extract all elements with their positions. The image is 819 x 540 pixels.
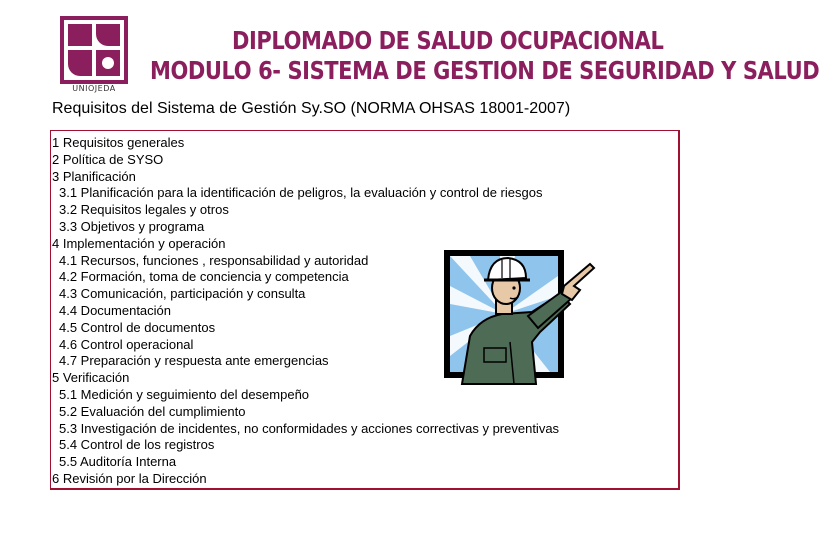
list-item: 5 Verificación	[52, 370, 130, 386]
list-item: 3.1 Planificación para la identificación de peligros, la evaluación y control de riesgos	[59, 185, 543, 201]
list-item: 4.2 Formación, toma de conciencia y competencia	[59, 269, 349, 285]
pointing-worker-icon	[440, 246, 596, 384]
list-item: 5.2 Evaluación del cumplimiento	[59, 403, 246, 419]
list-item: 5.3 Investigación de incidentes, no conformidades y acciones correctivas y preventivas	[59, 420, 560, 436]
list-item: 3.3 Objetivos y programa	[59, 218, 205, 234]
list-item: 4.6 Control operacional	[59, 336, 194, 352]
list-item: 6 Revisión por la Dirección	[52, 470, 207, 486]
list-item: 4.1 Recursos, funciones , responsabilidad y autoridad	[59, 252, 369, 268]
list-item: 4.5 Control de documentos	[59, 319, 216, 335]
list-item: 5.5 Auditoría Interna	[59, 454, 177, 470]
section-subtitle: Requisitos del Sistema de Gestión Sy.SO (NORMA OHSAS 18001-2007)	[52, 100, 571, 117]
list-item: 4 Implementación y operación	[52, 235, 226, 251]
logo-text: UNIOJEDA	[72, 84, 116, 93]
list-item: 3 Planificación	[52, 168, 136, 184]
list-item: 4.4 Documentación	[59, 302, 172, 318]
page-title-line2: MODULO 6- SISTEMA DE GESTION DE SEGURIDAD Y SALUD	[150, 56, 819, 85]
list-item: 4.3 Comunicación, participación y consulta	[59, 286, 306, 302]
list-item: 2 Política de SYSO	[52, 151, 164, 167]
list-item: 1 Requisitos generales	[52, 135, 185, 150]
list-item: 3.2 Requisitos legales y otros	[59, 202, 229, 218]
list-item: 4.7 Preparación y respuesta ante emergencias	[59, 353, 329, 369]
list-item: 5.1 Medición y seguimiento del desempeño	[59, 386, 310, 402]
list-item: 5.4 Control de los registros	[59, 437, 215, 453]
page-title-line1: DIPLOMADO DE SALUD OCUPACIONAL	[232, 26, 664, 55]
